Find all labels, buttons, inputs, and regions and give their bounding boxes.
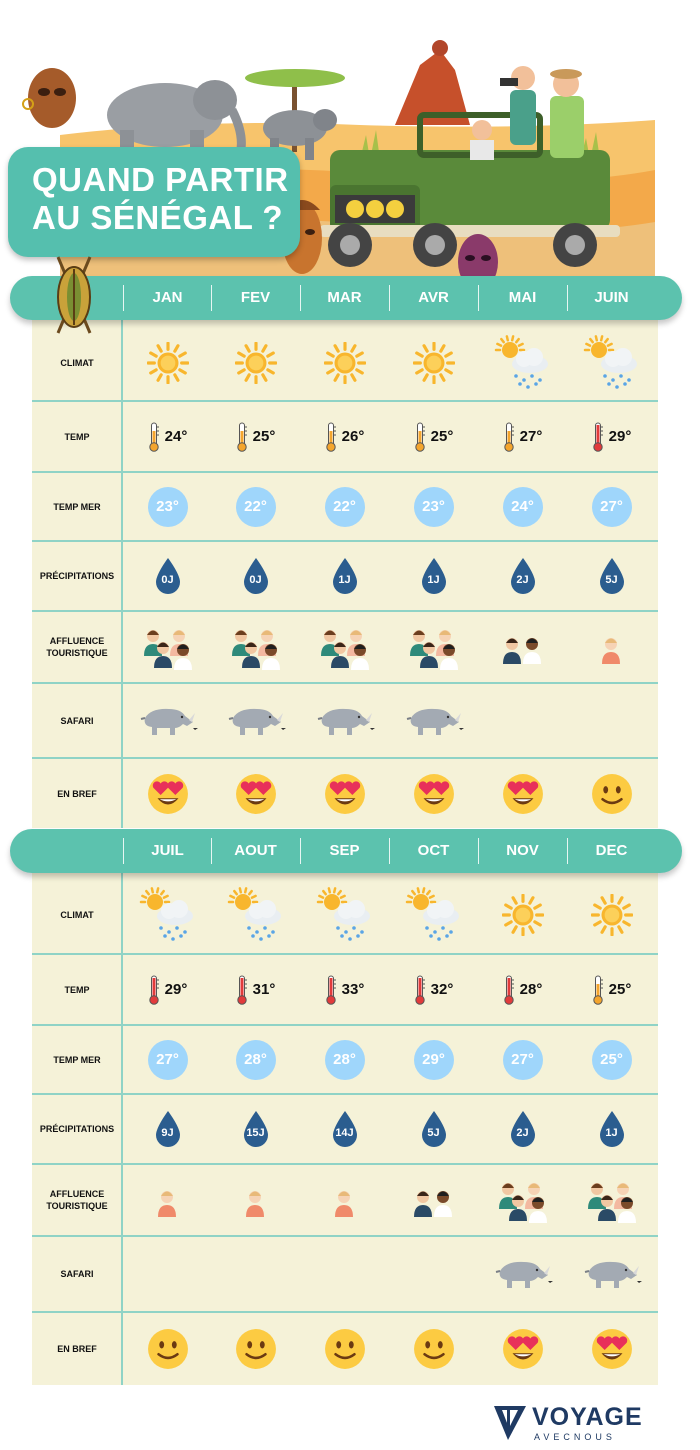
- title-box: [8, 147, 300, 257]
- voyage-avecnous-logo: [492, 1402, 662, 1446]
- safari-cell-fev: [211, 684, 300, 757]
- safari-cell-mai: [478, 684, 567, 757]
- rhino-icon: [225, 704, 287, 738]
- sun-icon: [591, 894, 633, 936]
- climat-cell-jan: [123, 325, 212, 400]
- temperature: [592, 975, 632, 1005]
- climat-cell-avr: [389, 325, 478, 400]
- affluence-cell-avr: [389, 612, 478, 682]
- bref-cell-fev: [211, 759, 300, 828]
- precip-cell-sep: [300, 1095, 389, 1163]
- sun-icon: [324, 342, 366, 384]
- sun-rain-icon: [316, 886, 374, 944]
- month-avr: AVR: [418, 289, 449, 306]
- month-separator: [211, 838, 212, 864]
- affluence-cell-dec: [567, 1165, 656, 1235]
- tourist-crowd-icon: [139, 1175, 197, 1225]
- temp-cell-juil: [123, 955, 212, 1024]
- sun-icon: [413, 342, 455, 384]
- bref-cell-dec: [567, 1313, 656, 1385]
- rain-drop: [331, 557, 359, 595]
- tourist-crowd-icon: [494, 622, 552, 672]
- rain-drop: [598, 1110, 626, 1148]
- precip-cell-dec: [567, 1095, 656, 1163]
- affluence-cell-juin: [567, 612, 656, 682]
- month-oct: OCT: [417, 842, 450, 859]
- safari-cell-aout: [211, 1237, 300, 1311]
- temp-mer-cell-avr: [389, 473, 478, 540]
- precip-cell-mai: [478, 542, 567, 610]
- rain-days-value: 0J: [249, 574, 262, 586]
- thermometer-icon: [148, 422, 160, 452]
- sea-temperature-value: 27°: [148, 1040, 188, 1080]
- thermometer-icon: [325, 422, 337, 452]
- affluence-cell-jan: [123, 612, 212, 682]
- safari-cell-mar: [300, 684, 389, 757]
- sea-temperature-value: 23°: [148, 487, 188, 527]
- sun-rain-icon: [139, 886, 197, 944]
- rhino-icon: [581, 1257, 643, 1291]
- sun-icon: [502, 894, 544, 936]
- temp-cell-aout: [211, 955, 300, 1024]
- bref-cell-jan: [123, 759, 212, 828]
- month-separator: [123, 285, 124, 311]
- tourist-crowd-icon: [583, 1175, 641, 1225]
- tourist-crowd-icon: [405, 1175, 463, 1225]
- month-separator: [300, 838, 301, 864]
- month-separator: [478, 838, 479, 864]
- rain-drop: [242, 557, 270, 595]
- month-separator: [567, 285, 568, 311]
- safari-cell-juil: [123, 1237, 212, 1311]
- rain-drop: [509, 557, 537, 595]
- rain-drop: [598, 557, 626, 595]
- month-fev: FEV: [240, 289, 271, 306]
- temp-mer-cell-fev: [211, 473, 300, 540]
- temperature-value: 24°: [164, 428, 188, 445]
- thermometer-icon: [148, 975, 160, 1005]
- precip-cell-fev: [211, 542, 300, 610]
- temperature: [414, 975, 454, 1005]
- month-separator: [389, 285, 390, 311]
- rain-drop: [154, 557, 182, 595]
- bref-cell-juil: [123, 1313, 212, 1385]
- affluence-cell-juil: [123, 1165, 212, 1235]
- temperature: [148, 975, 188, 1005]
- climat-cell-nov: [478, 877, 567, 953]
- precip-cell-juin: [567, 542, 656, 610]
- temp-mer-cell-sep: [300, 1026, 389, 1093]
- rain-drop: [154, 1110, 182, 1148]
- heart-eyes-emoji-icon: [502, 1328, 544, 1370]
- month-jan: JAN: [152, 289, 183, 306]
- temperature-value: 32°: [430, 981, 454, 998]
- smile-emoji-icon: [591, 773, 633, 815]
- temperature: [325, 422, 365, 452]
- logo-text-main: VOYAGE: [532, 1403, 643, 1431]
- month-mar: MAR: [327, 289, 362, 306]
- safari-cell-oct: [389, 1237, 478, 1311]
- climat-cell-juil: [123, 877, 212, 953]
- row-label-climat: CLIMAT: [60, 910, 94, 920]
- temperature-value: 28°: [519, 981, 543, 998]
- rhino-icon: [492, 1257, 554, 1291]
- sea-temperature-value: 28°: [236, 1040, 276, 1080]
- temp-mer-cell-juin: [567, 473, 656, 540]
- rain-drop: [331, 1110, 359, 1148]
- affluence-cell-mai: [478, 612, 567, 682]
- logo-mark-icon: [492, 1402, 528, 1442]
- bref-cell-juin: [567, 759, 656, 828]
- sea-temperature-value: 28°: [325, 1040, 365, 1080]
- temp-cell-nov: [478, 955, 567, 1024]
- row-label-bref: EN BREF: [57, 788, 97, 799]
- temp-mer-cell-dec: [567, 1026, 656, 1093]
- tourist-crowd-icon: [139, 622, 197, 672]
- month-separator: [567, 838, 568, 864]
- climat-cell-sep: [300, 877, 389, 953]
- temp-cell-oct: [389, 955, 478, 1024]
- temp-cell-juin: [567, 402, 656, 471]
- month-bar-1: [10, 276, 682, 320]
- month-aout: AOUT: [234, 842, 277, 859]
- affluence-cell-aout: [211, 1165, 300, 1235]
- rain-days-value: 0J: [161, 574, 174, 586]
- rain-days-value: 2J: [516, 574, 529, 586]
- month-dec: DEC: [595, 842, 628, 859]
- rhino-icon: [314, 704, 376, 738]
- logo-text-sub: AVECNOUS: [534, 1432, 616, 1442]
- safari-cell-nov: [478, 1237, 567, 1311]
- thermometer-icon: [503, 975, 515, 1005]
- rain-days-value: 5J: [605, 574, 618, 586]
- precip-cell-avr: [389, 542, 478, 610]
- sun-rain-icon: [405, 886, 463, 944]
- bref-cell-aout: [211, 1313, 300, 1385]
- bref-cell-mai: [478, 759, 567, 828]
- climat-cell-dec: [567, 877, 656, 953]
- precip-cell-aout: [211, 1095, 300, 1163]
- temp-cell-sep: [300, 955, 389, 1024]
- temp-cell-avr: [389, 402, 478, 471]
- bref-cell-avr: [389, 759, 478, 828]
- rain-drop: [420, 1110, 448, 1148]
- row-label-affluence-line-1: AFFLUENCE: [49, 636, 105, 646]
- bref-cell-mar: [300, 759, 389, 828]
- heart-eyes-emoji-icon: [502, 773, 544, 815]
- row-label-affluence-line-1: AFFLUENCE: [49, 1189, 105, 1199]
- month-separator: [300, 285, 301, 311]
- rain-days-value: 1J: [338, 574, 351, 586]
- temperature: [325, 975, 365, 1005]
- heart-eyes-emoji-icon: [147, 773, 189, 815]
- rain-days-value: 9J: [161, 1127, 174, 1139]
- sea-temperature-value: 23°: [414, 487, 454, 527]
- precip-cell-juil: [123, 1095, 212, 1163]
- temperature-value: 25°: [430, 428, 454, 445]
- bref-cell-nov: [478, 1313, 567, 1385]
- precip-cell-nov: [478, 1095, 567, 1163]
- thermometer-icon: [592, 975, 604, 1005]
- smile-emoji-icon: [413, 1328, 455, 1370]
- temperature: [503, 975, 543, 1005]
- sun-rain-icon: [494, 334, 552, 392]
- temperature-value: 25°: [252, 428, 276, 445]
- african-shield-icon: [50, 255, 98, 335]
- smile-emoji-icon: [235, 1328, 277, 1370]
- temperature-value: 25°: [608, 981, 632, 998]
- climat-cell-mai: [478, 325, 567, 400]
- rain-days-value: 5J: [427, 1127, 440, 1139]
- smile-emoji-icon: [147, 1328, 189, 1370]
- temp-mer-cell-mar: [300, 473, 389, 540]
- month-juil: JUIL: [151, 842, 184, 859]
- temp-cell-fev: [211, 402, 300, 471]
- sea-temperature-value: 29°: [414, 1040, 454, 1080]
- row-label-safari: SAFARI: [60, 715, 94, 726]
- thermometer-icon: [414, 975, 426, 1005]
- safari-cell-dec: [567, 1237, 656, 1311]
- tourist-crowd-icon: [405, 622, 463, 672]
- temp-mer-cell-nov: [478, 1026, 567, 1093]
- temperature-value: 26°: [341, 428, 365, 445]
- thermometer-icon: [325, 975, 337, 1005]
- tourist-crowd-icon: [316, 622, 374, 672]
- rain-days-value: 15J: [246, 1127, 265, 1139]
- thermometer-icon: [414, 422, 426, 452]
- thermometer-icon: [236, 422, 248, 452]
- climat-cell-fev: [211, 325, 300, 400]
- safari-cell-avr: [389, 684, 478, 757]
- rhino-icon: [403, 704, 465, 738]
- row-label-temp-mer: TEMP MER: [53, 501, 101, 512]
- rhino-icon: [137, 704, 199, 738]
- month-mai: MAI: [508, 289, 537, 306]
- temperature-value: 31°: [252, 981, 276, 998]
- month-separator: [123, 838, 124, 864]
- safari-cell-jan: [123, 684, 212, 757]
- rain-days-value: 1J: [427, 574, 440, 586]
- row-label-precip: PRÉCIPITATIONS: [39, 1124, 115, 1134]
- temp-cell-mai: [478, 402, 567, 471]
- climat-cell-juin: [567, 325, 656, 400]
- row-label-precip: PRÉCIPITATIONS: [39, 571, 115, 581]
- title-line-1: QUAND PARTIR: [32, 161, 289, 198]
- temp-mer-cell-oct: [389, 1026, 478, 1093]
- affluence-cell-fev: [211, 612, 300, 682]
- rain-days-value: 2J: [516, 1127, 529, 1139]
- sea-temperature-value: 22°: [236, 487, 276, 527]
- temp-cell-dec: [567, 955, 656, 1024]
- sun-rain-icon: [227, 886, 285, 944]
- thermometer-icon: [503, 422, 515, 452]
- month-separator: [478, 285, 479, 311]
- row-label-temp: TEMP: [64, 431, 90, 442]
- rain-days-value: 1J: [605, 1127, 618, 1139]
- climat-cell-aout: [211, 877, 300, 953]
- driver: [470, 120, 494, 160]
- rain-days-value: 14J: [335, 1127, 354, 1139]
- thermometer-icon: [592, 422, 604, 452]
- affluence-cell-mar: [300, 612, 389, 682]
- sun-icon: [235, 342, 277, 384]
- row-label-safari: SAFARI: [60, 1269, 94, 1279]
- affluence-cell-sep: [300, 1165, 389, 1235]
- bref-cell-sep: [300, 1313, 389, 1385]
- rain-drop: [509, 1110, 537, 1148]
- sun-icon: [147, 342, 189, 384]
- temperature: [148, 422, 188, 452]
- sun-rain-icon: [583, 334, 641, 392]
- sea-temperature-value: 27°: [592, 487, 632, 527]
- temperature: [236, 422, 276, 452]
- safari-cell-juin: [567, 684, 656, 757]
- temp-mer-cell-mai: [478, 473, 567, 540]
- precip-cell-oct: [389, 1095, 478, 1163]
- row-label-climat: CLIMAT: [60, 357, 94, 368]
- row-label-temp: TEMP: [64, 984, 90, 995]
- climat-cell-mar: [300, 325, 389, 400]
- temperature: [503, 422, 543, 452]
- temp-cell-mar: [300, 402, 389, 471]
- rain-drop: [420, 557, 448, 595]
- temperature-value: 29°: [608, 428, 632, 445]
- temp-cell-jan: [123, 402, 212, 471]
- heart-eyes-emoji-icon: [324, 773, 366, 815]
- tourist-crowd-icon: [227, 622, 285, 672]
- climat-cell-oct: [389, 877, 478, 953]
- row-label-affluence-line-2: TOURISTIQUE: [46, 648, 108, 658]
- safari-cell-sep: [300, 1237, 389, 1311]
- temperature-value: 29°: [164, 981, 188, 998]
- month-separator: [389, 838, 390, 864]
- title-line-2: AU SÉNÉGAL ?: [32, 199, 284, 236]
- temperature: [236, 975, 276, 1005]
- tourist-crowd-icon: [494, 1175, 552, 1225]
- tourist-crowd-icon: [227, 1175, 285, 1225]
- row-label-temp-mer: TEMP MER: [53, 1054, 101, 1065]
- precip-cell-mar: [300, 542, 389, 610]
- bref-cell-oct: [389, 1313, 478, 1385]
- tourist-crowd-icon: [583, 622, 641, 672]
- month-sep: SEP: [329, 842, 360, 859]
- month-bar-2: [10, 829, 682, 873]
- temperature: [414, 422, 454, 452]
- row-label-bref: EN BREF: [57, 1344, 97, 1354]
- sea-temperature-value: 22°: [325, 487, 365, 527]
- month-separator: [211, 285, 212, 311]
- temp-mer-cell-jan: [123, 473, 212, 540]
- thermometer-icon: [236, 975, 248, 1005]
- temperature-value: 27°: [519, 428, 543, 445]
- sea-temperature-value: 24°: [503, 487, 543, 527]
- smile-emoji-icon: [324, 1328, 366, 1370]
- sea-temperature-value: 25°: [592, 1040, 632, 1080]
- heart-eyes-emoji-icon: [591, 1328, 633, 1370]
- temp-mer-cell-juil: [123, 1026, 212, 1093]
- hero-illustration: [0, 0, 700, 290]
- row-label-affluence-line-2: TOURISTIQUE: [46, 1201, 108, 1211]
- sea-temperature-value: 27°: [503, 1040, 543, 1080]
- precip-cell-jan: [123, 542, 212, 610]
- month-juin: JUIN: [594, 289, 629, 306]
- heart-eyes-emoji-icon: [413, 773, 455, 815]
- heart-eyes-emoji-icon: [235, 773, 277, 815]
- temp-mer-cell-aout: [211, 1026, 300, 1093]
- temperature-value: 33°: [341, 981, 365, 998]
- row-label-affluence: [32, 635, 122, 659]
- affluence-cell-oct: [389, 1165, 478, 1235]
- rain-drop: [242, 1110, 270, 1148]
- month-nov: NOV: [506, 842, 539, 859]
- affluence-cell-nov: [478, 1165, 567, 1235]
- temperature: [592, 422, 632, 452]
- tourist-crowd-icon: [316, 1175, 374, 1225]
- row-label-affluence: [32, 1188, 122, 1212]
